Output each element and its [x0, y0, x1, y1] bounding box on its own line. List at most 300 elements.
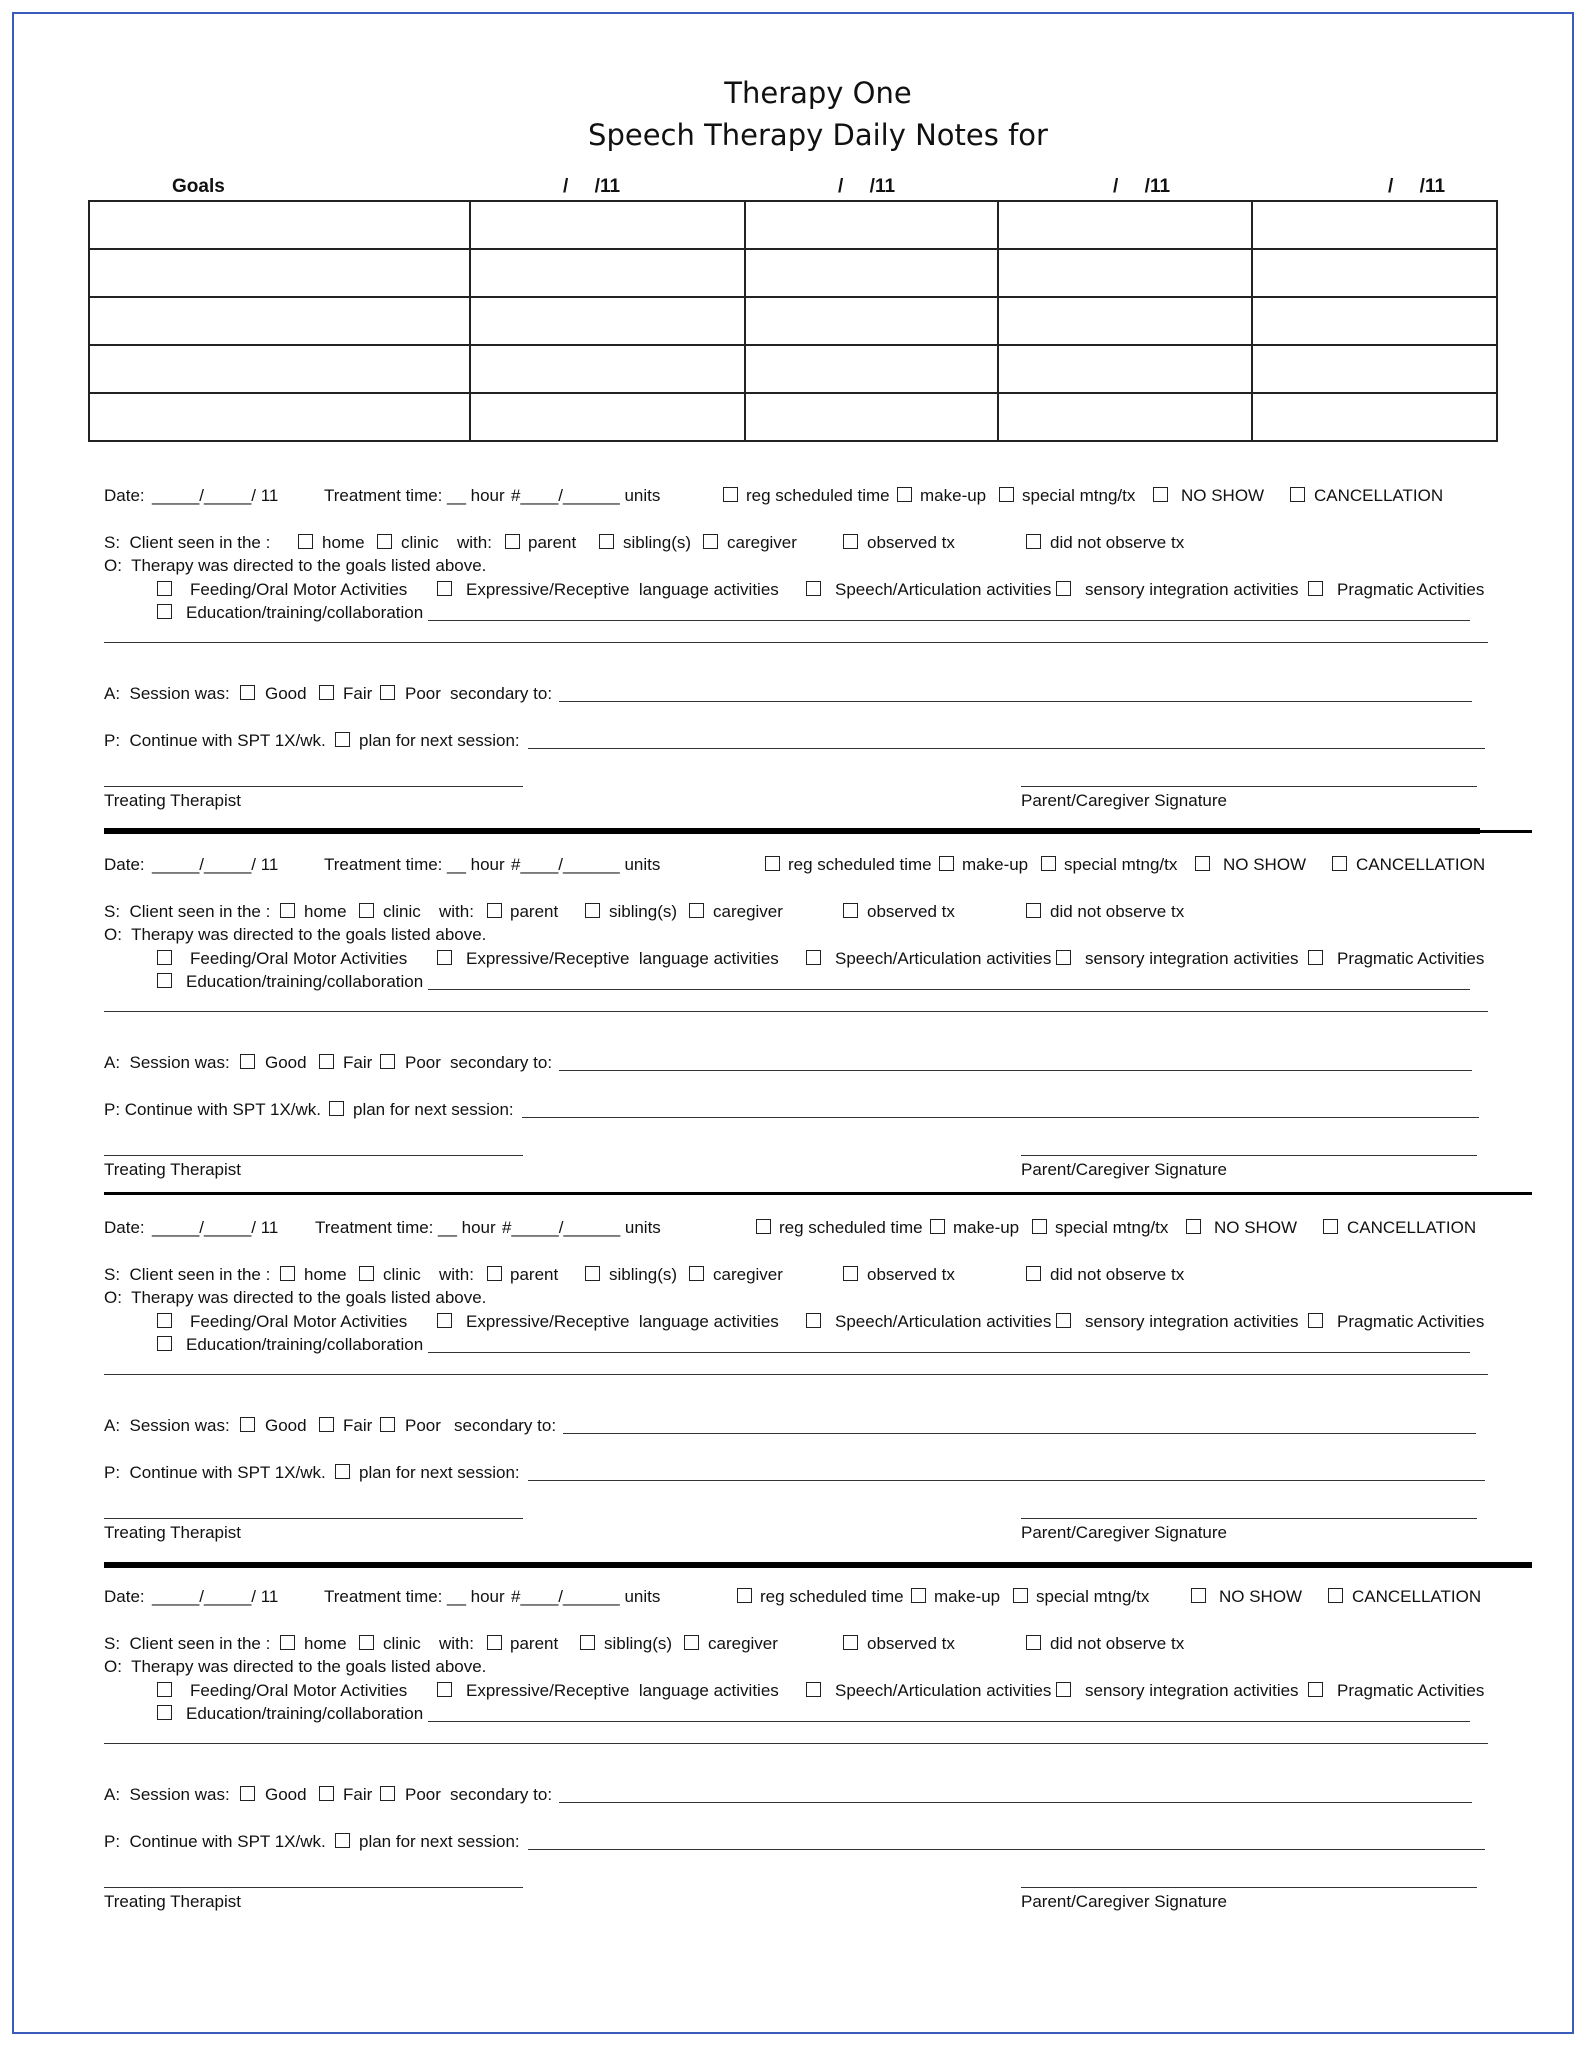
parent-signature-label: Parent/Caregiver Signature — [1021, 791, 1228, 810]
fair-checkbox[interactable] — [319, 1786, 334, 1801]
goals-row — [89, 393, 1497, 441]
expressive-checkbox[interactable] — [437, 581, 452, 596]
treatment-label: Treatment time: — [315, 1218, 434, 1237]
expressive-checkbox[interactable] — [437, 1682, 452, 1697]
parent-label: parent — [510, 902, 559, 921]
date-row — [0, 484, 1588, 508]
plan-label: P: Continue with SPT 1X/wk. — [104, 1100, 322, 1119]
assessment-row — [0, 1414, 1588, 1438]
fair-checkbox[interactable] — [319, 1054, 334, 1069]
poor-label: Poor — [405, 1416, 441, 1435]
date-field[interactable]: _____/_____/ 11 — [152, 855, 279, 874]
subjective-label: S: Client seen in the : — [104, 533, 271, 552]
reg-scheduled-checkbox[interactable] — [765, 856, 780, 871]
date-row — [0, 1216, 1588, 1240]
objective-row — [0, 1655, 1588, 1679]
goal-date-cell[interactable] — [1252, 393, 1497, 441]
poor-label: Poor — [405, 684, 441, 703]
parent-checkbox[interactable] — [487, 1635, 502, 1650]
no-show-checkbox[interactable] — [1191, 1588, 1206, 1603]
goal-cell[interactable] — [89, 249, 470, 297]
therapist-signature-line[interactable] — [104, 1887, 523, 1888]
siblings-checkbox[interactable] — [585, 903, 600, 918]
caregiver-checkbox[interactable] — [684, 1635, 699, 1650]
goal-date-cell[interactable] — [745, 393, 998, 441]
treatment-label: Treatment time: — [324, 855, 443, 874]
goal-date-cell[interactable] — [998, 201, 1251, 249]
poor-label: Poor — [405, 1053, 441, 1072]
goal-cell[interactable] — [89, 345, 470, 393]
caregiver-label: caregiver — [727, 533, 797, 552]
good-checkbox[interactable] — [240, 1786, 255, 1801]
goal-cell[interactable] — [89, 297, 470, 345]
plan-next-label: plan for next session: — [359, 1832, 520, 1851]
goals-header — [0, 176, 1588, 200]
with-label: with: — [439, 902, 474, 921]
pragmatic-label: Pragmatic Activities — [1337, 949, 1485, 968]
plan-checkbox[interactable] — [335, 1464, 350, 1479]
goal-date-cell[interactable] — [470, 249, 745, 297]
parent-label: parent — [528, 533, 577, 552]
reg-scheduled-checkbox[interactable] — [723, 487, 738, 502]
fair-label: Fair — [343, 1416, 373, 1435]
home-checkbox[interactable] — [280, 1266, 295, 1281]
no-show-checkbox[interactable] — [1195, 856, 1210, 871]
section-separator — [104, 1192, 1532, 1195]
signature-row — [0, 1158, 1588, 1182]
education-label: Education/training/collaboration — [186, 603, 424, 622]
special-mtng-label: special mtng/tx — [1055, 1218, 1169, 1237]
objective-label: O: Therapy was directed to the goals listed above. — [104, 925, 487, 944]
clinic-checkbox[interactable] — [359, 1266, 374, 1281]
plan-checkbox[interactable] — [329, 1101, 344, 1116]
expressive-label: Expressive/Receptive language activities — [466, 949, 779, 968]
siblings-checkbox[interactable] — [599, 534, 614, 549]
make-up-label: make-up — [920, 486, 987, 505]
plan-line[interactable] — [528, 1480, 1485, 1481]
goal-cell[interactable] — [89, 201, 470, 249]
goal-date-cell[interactable] — [745, 249, 998, 297]
make-up-checkbox[interactable] — [930, 1219, 945, 1234]
good-label: Good — [265, 1053, 307, 1072]
good-label: Good — [265, 684, 307, 703]
goal-date-cell[interactable] — [998, 393, 1251, 441]
observed-checkbox[interactable] — [843, 1635, 858, 1650]
plan-row — [0, 729, 1588, 753]
goal-date-cell[interactable] — [470, 345, 745, 393]
goals-row — [89, 345, 1497, 393]
not-observed-checkbox[interactable] — [1026, 903, 1041, 918]
units-field[interactable]: #____/______ units — [511, 855, 661, 874]
speech-label: Speech/Articulation activities — [835, 1681, 1052, 1700]
therapist-signature-line[interactable] — [104, 1155, 523, 1156]
siblings-checkbox[interactable] — [585, 1266, 600, 1281]
plan-label: P: Continue with SPT 1X/wk. — [104, 1832, 326, 1851]
siblings-label: sibling(s) — [609, 902, 678, 921]
signature-row — [0, 1521, 1588, 1545]
feeding-checkbox[interactable] — [157, 1682, 172, 1697]
good-label: Good — [265, 1416, 307, 1435]
not-observed-checkbox[interactable] — [1026, 534, 1041, 549]
pragmatic-label: Pragmatic Activities — [1337, 1681, 1485, 1700]
notes-line[interactable] — [104, 1011, 1488, 1012]
speech-checkbox[interactable] — [806, 950, 821, 965]
siblings-label: sibling(s) — [604, 1634, 673, 1653]
date-label: Date: — [104, 1218, 145, 1237]
not-observed-label: did not observe tx — [1050, 1634, 1185, 1653]
observed-checkbox[interactable] — [843, 903, 858, 918]
date-header-3: / /11 — [1113, 176, 1171, 197]
education-label: Education/training/collaboration — [186, 1335, 424, 1354]
goal-date-cell[interactable] — [1252, 249, 1497, 297]
special-mtng-label: special mtng/tx — [1036, 1587, 1150, 1606]
feeding-label: Feeding/Oral Motor Activities — [190, 580, 408, 599]
cancellation-label: CANCELLATION — [1356, 855, 1486, 874]
fair-checkbox[interactable] — [319, 685, 334, 700]
goals-row — [89, 297, 1497, 345]
caregiver-checkbox[interactable] — [689, 903, 704, 918]
clinic-label: clinic — [401, 533, 439, 552]
speech-checkbox[interactable] — [806, 581, 821, 596]
speech-checkbox[interactable] — [806, 1313, 821, 1328]
objective-row — [0, 923, 1588, 947]
education-label: Education/training/collaboration — [186, 972, 424, 991]
parent-checkbox[interactable] — [487, 1266, 502, 1281]
therapist-label: Treating Therapist — [104, 1160, 242, 1179]
caregiver-label: caregiver — [713, 902, 783, 921]
goal-date-cell[interactable] — [1252, 201, 1497, 249]
no-show-checkbox[interactable] — [1153, 487, 1168, 502]
pragmatic-checkbox[interactable] — [1308, 950, 1323, 965]
feeding-checkbox[interactable] — [157, 950, 172, 965]
note-section — [0, 1585, 1588, 1935]
sensory-checkbox[interactable] — [1056, 950, 1071, 965]
not-observed-label: did not observe tx — [1050, 533, 1185, 552]
plan-checkbox[interactable] — [335, 1833, 350, 1848]
good-checkbox[interactable] — [240, 1417, 255, 1432]
feeding-checkbox[interactable] — [157, 1313, 172, 1328]
not-observed-label: did not observe tx — [1050, 1265, 1185, 1284]
date-label: Date: — [104, 1587, 145, 1606]
therapist-label: Treating Therapist — [104, 791, 242, 810]
goals-row — [89, 201, 1497, 249]
plan-line[interactable] — [528, 1849, 1485, 1850]
good-checkbox[interactable] — [240, 685, 255, 700]
home-checkbox[interactable] — [298, 534, 313, 549]
reg-scheduled-checkbox[interactable] — [756, 1219, 771, 1234]
no-show-label: NO SHOW — [1223, 855, 1307, 874]
fair-label: Fair — [343, 1785, 373, 1804]
plan-next-label: plan for next session: — [353, 1100, 514, 1119]
activities-row — [0, 578, 1588, 602]
units-field[interactable]: #_____/______ units — [502, 1218, 661, 1237]
plan-checkbox[interactable] — [335, 732, 350, 747]
special-mtng-checkbox[interactable] — [1041, 856, 1056, 871]
goals-table — [88, 200, 1498, 442]
hour-field[interactable]: __ hour — [447, 855, 505, 874]
goal-date-cell[interactable] — [998, 249, 1251, 297]
education-row — [0, 601, 1588, 625]
poor-label: Poor — [405, 1785, 441, 1804]
goal-date-cell[interactable] — [1252, 345, 1497, 393]
date-header-2: / /11 — [838, 176, 896, 197]
subjective-label: S: Client seen in the : — [104, 1634, 271, 1653]
plan-line[interactable] — [522, 1117, 1479, 1118]
title-block — [0, 72, 1588, 156]
home-checkbox[interactable] — [280, 1635, 295, 1650]
secondary-label: secondary to: — [450, 684, 553, 703]
subjective-row — [0, 1263, 1588, 1287]
subjective-row — [0, 531, 1588, 555]
home-checkbox[interactable] — [280, 903, 295, 918]
parent-checkbox[interactable] — [505, 534, 520, 549]
subjective-label: S: Client seen in the : — [104, 902, 271, 921]
not-observed-checkbox[interactable] — [1026, 1266, 1041, 1281]
education-checkbox[interactable] — [157, 604, 172, 619]
section-separator — [1480, 830, 1532, 833]
pragmatic-checkbox[interactable] — [1308, 581, 1323, 596]
goal-date-cell[interactable] — [745, 297, 998, 345]
date-field[interactable]: _____/_____/ 11 — [152, 1587, 279, 1606]
education-line[interactable] — [428, 989, 1470, 990]
treatment-label: Treatment time: — [324, 486, 443, 505]
speech-label: Speech/Articulation activities — [835, 1312, 1052, 1331]
objective-row — [0, 1286, 1588, 1310]
notes-line[interactable] — [104, 642, 1488, 643]
goal-date-cell[interactable] — [470, 201, 745, 249]
special-mtng-label: special mtng/tx — [1022, 486, 1136, 505]
no-show-label: NO SHOW — [1214, 1218, 1298, 1237]
section-separator — [104, 1562, 1532, 1568]
not-observed-checkbox[interactable] — [1026, 1635, 1041, 1650]
education-checkbox[interactable] — [157, 973, 172, 988]
feeding-label: Feeding/Oral Motor Activities — [190, 1312, 408, 1331]
cancellation-checkbox[interactable] — [1328, 1588, 1343, 1603]
date-field[interactable]: _____/_____/ 11 — [152, 1218, 279, 1237]
make-up-label: make-up — [934, 1587, 1001, 1606]
with-label: with: — [439, 1634, 474, 1653]
not-observed-label: did not observe tx — [1050, 902, 1185, 921]
date-field[interactable]: _____/_____/ 11 — [152, 486, 279, 505]
date-row — [0, 1585, 1588, 1609]
clinic-checkbox[interactable] — [377, 534, 392, 549]
parent-label: parent — [510, 1634, 559, 1653]
note-section — [0, 1216, 1588, 1566]
notes-line[interactable] — [104, 1374, 1488, 1375]
clinic-label: clinic — [383, 902, 421, 921]
education-line[interactable] — [428, 1721, 1470, 1722]
assessment-label: A: Session was: — [104, 1416, 230, 1435]
cancellation-label: CANCELLATION — [1347, 1218, 1477, 1237]
therapist-signature-line[interactable] — [104, 1518, 523, 1519]
observed-checkbox[interactable] — [843, 1266, 858, 1281]
signature-row — [0, 1890, 1588, 1914]
siblings-label: sibling(s) — [623, 533, 692, 552]
objective-label: O: Therapy was directed to the goals listed above. — [104, 1288, 487, 1307]
date-label: Date: — [104, 486, 145, 505]
plan-label: P: Continue with SPT 1X/wk. — [104, 1463, 326, 1482]
make-up-label: make-up — [962, 855, 1029, 874]
form-subtitle: Speech Therapy Daily Notes for — [588, 118, 1048, 152]
secondary-line[interactable] — [559, 1802, 1472, 1803]
goal-date-cell[interactable] — [998, 297, 1251, 345]
make-up-checkbox[interactable] — [911, 1588, 926, 1603]
special-mtng-checkbox[interactable] — [999, 487, 1014, 502]
objective-row — [0, 554, 1588, 578]
assessment-label: A: Session was: — [104, 1785, 230, 1804]
education-line[interactable] — [428, 1352, 1470, 1353]
parent-signature-line[interactable] — [1021, 1887, 1477, 1888]
cancellation-checkbox[interactable] — [1323, 1219, 1338, 1234]
no-show-checkbox[interactable] — [1186, 1219, 1201, 1234]
speech-label: Speech/Articulation activities — [835, 949, 1052, 968]
education-line[interactable] — [428, 620, 1470, 621]
poor-checkbox[interactable] — [380, 1054, 395, 1069]
therapist-label: Treating Therapist — [104, 1892, 242, 1911]
poor-checkbox[interactable] — [380, 1786, 395, 1801]
education-label: Education/training/collaboration — [186, 1704, 424, 1723]
goal-date-cell[interactable] — [470, 297, 745, 345]
clinic-checkbox[interactable] — [359, 1635, 374, 1650]
feeding-label: Feeding/Oral Motor Activities — [190, 1681, 408, 1700]
parent-signature-line[interactable] — [1021, 786, 1477, 787]
cancellation-checkbox[interactable] — [1332, 856, 1347, 871]
goal-date-cell[interactable] — [470, 393, 745, 441]
plan-next-label: plan for next session: — [359, 731, 520, 750]
goal-cell[interactable] — [89, 393, 470, 441]
subjective-row — [0, 900, 1588, 924]
sensory-label: sensory integration activities — [1085, 1681, 1299, 1700]
secondary-line[interactable] — [559, 701, 1472, 702]
parent-checkbox[interactable] — [487, 903, 502, 918]
fair-label: Fair — [343, 684, 373, 703]
goals-label: Goals — [172, 176, 225, 197]
clinic-label: clinic — [383, 1634, 421, 1653]
secondary-line[interactable] — [559, 1070, 1472, 1071]
goal-date-cell[interactable] — [745, 201, 998, 249]
fair-label: Fair — [343, 1053, 373, 1072]
plan-label: P: Continue with SPT 1X/wk. — [104, 731, 326, 750]
goal-date-cell[interactable] — [998, 345, 1251, 393]
special-mtng-checkbox[interactable] — [1032, 1219, 1047, 1234]
note-section — [0, 484, 1588, 834]
make-up-checkbox[interactable] — [939, 856, 954, 871]
pragmatic-checkbox[interactable] — [1308, 1682, 1323, 1697]
units-field[interactable]: #____/______ units — [511, 486, 661, 505]
hour-field[interactable]: __ hour — [438, 1218, 496, 1237]
sensory-checkbox[interactable] — [1056, 1313, 1071, 1328]
sensory-checkbox[interactable] — [1056, 581, 1071, 596]
education-checkbox[interactable] — [157, 1336, 172, 1351]
goals-row — [89, 249, 1497, 297]
home-label: home — [322, 533, 365, 552]
objective-label: O: Therapy was directed to the goals listed above. — [104, 556, 487, 575]
note-section — [0, 853, 1588, 1203]
secondary-label: secondary to: — [450, 1053, 553, 1072]
observed-label: observed tx — [867, 533, 955, 552]
reg-scheduled-label: reg scheduled time — [788, 855, 932, 874]
education-checkbox[interactable] — [157, 1705, 172, 1720]
sensory-checkbox[interactable] — [1056, 1682, 1071, 1697]
special-mtng-checkbox[interactable] — [1013, 1588, 1028, 1603]
assessment-label: A: Session was: — [104, 684, 230, 703]
assessment-label: A: Session was: — [104, 1053, 230, 1072]
plan-row — [0, 1098, 1588, 1122]
hour-field[interactable]: __ hour — [447, 1587, 505, 1606]
poor-checkbox[interactable] — [380, 1417, 395, 1432]
good-label: Good — [265, 1785, 307, 1804]
reg-scheduled-label: reg scheduled time — [746, 486, 890, 505]
expressive-checkbox[interactable] — [437, 950, 452, 965]
cancellation-checkbox[interactable] — [1290, 487, 1305, 502]
activities-row — [0, 1310, 1588, 1334]
make-up-checkbox[interactable] — [897, 487, 912, 502]
parent-signature-label: Parent/Caregiver Signature — [1021, 1160, 1228, 1179]
good-checkbox[interactable] — [240, 1054, 255, 1069]
make-up-label: make-up — [953, 1218, 1020, 1237]
caregiver-checkbox[interactable] — [703, 534, 718, 549]
observed-checkbox[interactable] — [843, 534, 858, 549]
expressive-checkbox[interactable] — [437, 1313, 452, 1328]
plan-row — [0, 1830, 1588, 1854]
observed-label: observed tx — [867, 1265, 955, 1284]
hour-field[interactable]: __ hour — [447, 486, 505, 505]
siblings-checkbox[interactable] — [580, 1635, 595, 1650]
parent-signature-line[interactable] — [1021, 1155, 1477, 1156]
caregiver-label: caregiver — [708, 1634, 778, 1653]
treatment-label: Treatment time: — [324, 1587, 443, 1606]
assessment-row — [0, 682, 1588, 706]
expressive-label: Expressive/Receptive language activities — [466, 1681, 779, 1700]
parent-signature-label: Parent/Caregiver Signature — [1021, 1892, 1228, 1911]
caregiver-label: caregiver — [713, 1265, 783, 1284]
objective-label: O: Therapy was directed to the goals listed above. — [104, 1657, 487, 1676]
plan-line[interactable] — [528, 748, 1485, 749]
caregiver-checkbox[interactable] — [689, 1266, 704, 1281]
speech-checkbox[interactable] — [806, 1682, 821, 1697]
goal-date-cell[interactable] — [1252, 297, 1497, 345]
parent-signature-line[interactable] — [1021, 1518, 1477, 1519]
units-field[interactable]: #____/______ units — [511, 1587, 661, 1606]
feeding-checkbox[interactable] — [157, 581, 172, 596]
with-label: with: — [439, 1265, 474, 1284]
no-show-label: NO SHOW — [1219, 1587, 1303, 1606]
pragmatic-checkbox[interactable] — [1308, 1313, 1323, 1328]
with-label: with: — [457, 533, 492, 552]
therapist-signature-line[interactable] — [104, 786, 523, 787]
special-mtng-label: special mtng/tx — [1064, 855, 1178, 874]
notes-line[interactable] — [104, 1743, 1488, 1744]
no-show-label: NO SHOW — [1181, 486, 1265, 505]
expressive-label: Expressive/Receptive language activities — [466, 580, 779, 599]
goal-date-cell[interactable] — [745, 345, 998, 393]
observed-label: observed tx — [867, 902, 955, 921]
clinic-checkbox[interactable] — [359, 903, 374, 918]
poor-checkbox[interactable] — [380, 685, 395, 700]
speech-label: Speech/Articulation activities — [835, 580, 1052, 599]
assessment-row — [0, 1051, 1588, 1075]
therapist-label: Treating Therapist — [104, 1523, 242, 1542]
activities-row — [0, 1679, 1588, 1703]
reg-scheduled-label: reg scheduled time — [779, 1218, 923, 1237]
fair-checkbox[interactable] — [319, 1417, 334, 1432]
home-label: home — [304, 1265, 347, 1284]
secondary-line[interactable] — [563, 1433, 1476, 1434]
reg-scheduled-checkbox[interactable] — [737, 1588, 752, 1603]
education-row — [0, 1333, 1588, 1357]
clinic-label: clinic — [383, 1265, 421, 1284]
section-separator — [104, 828, 1480, 834]
